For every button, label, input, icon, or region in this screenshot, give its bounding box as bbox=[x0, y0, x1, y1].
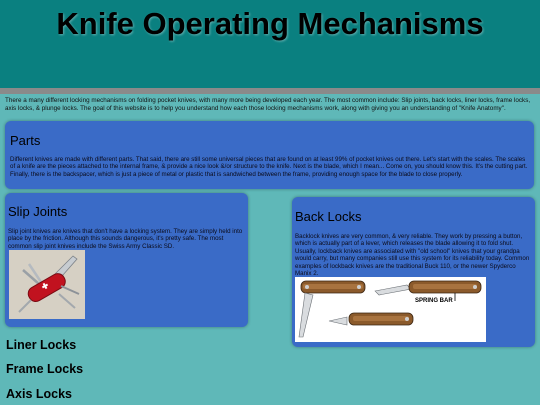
backlock-diagram-image bbox=[295, 277, 486, 342]
back-locks-heading: Back Locks bbox=[295, 209, 362, 224]
liner-locks-heading: Liner Locks bbox=[6, 338, 77, 352]
intro-text: There a many different locking mechanisms on folding pocket knives, with many more being developed each year. The most common include: Slip joints, back locks, liner locks, frame locks, axis locks, & plunge locks. The goal of this website is to help you understand how each those locking mechanisms work, along with giving you an understanding of "Knife Anatomy". bbox=[5, 97, 531, 112]
page-title: Knife Operating Mechanisms bbox=[56, 6, 484, 41]
parts-card bbox=[5, 121, 534, 189]
back-locks-text: Backlock knives are very common, & very reliable. They work by pressing a button, which is actually part of a lever, which releases the blade allowing it to fold shut. Usually, lockback knives are associated with "old school" knives that your grandpa would carry, but many companies still use this system for its reliability today. Common examples of lockback knives are the traditional Buck 110, or the newer Spyderco Manix 2. bbox=[295, 233, 530, 278]
slip-joints-text: Slip joint knives are knives that don't have a locking system. They are simply held into place by the friction. Although this sounds dangerous, it's pretty safe. The most common slip joint knives include the Swiss Army Classic SD. bbox=[8, 228, 243, 250]
slip-joints-card bbox=[5, 193, 248, 327]
swiss-army-knife-image bbox=[9, 250, 85, 319]
back-locks-card bbox=[292, 197, 535, 347]
header-divider bbox=[0, 88, 540, 94]
slip-joints-heading: Slip Joints bbox=[8, 204, 68, 219]
parts-text: Different knives are made with different parts. That said, there are still some universal pieces that are found on at least 99% of pocket knives out there. Let's start with the scales. The scales of a knife are the pieces attached to the internal frame, & provide a nice look &/or structure to the knife. Next is the blade, which I mean... Come on, you should know this. It's the cutting part. Finally, there is the backspacer, which is just a piece of metal or plastic that is sandwiched between the frame, providing enough space for the blade to close properly. bbox=[10, 156, 528, 178]
page-header bbox=[0, 0, 540, 90]
frame-locks-heading: Frame Locks bbox=[6, 362, 84, 376]
spring-bar-label: SPRING BAR bbox=[415, 298, 453, 304]
axis-locks-heading: Axis Locks bbox=[6, 387, 73, 401]
parts-heading: Parts bbox=[10, 133, 41, 148]
